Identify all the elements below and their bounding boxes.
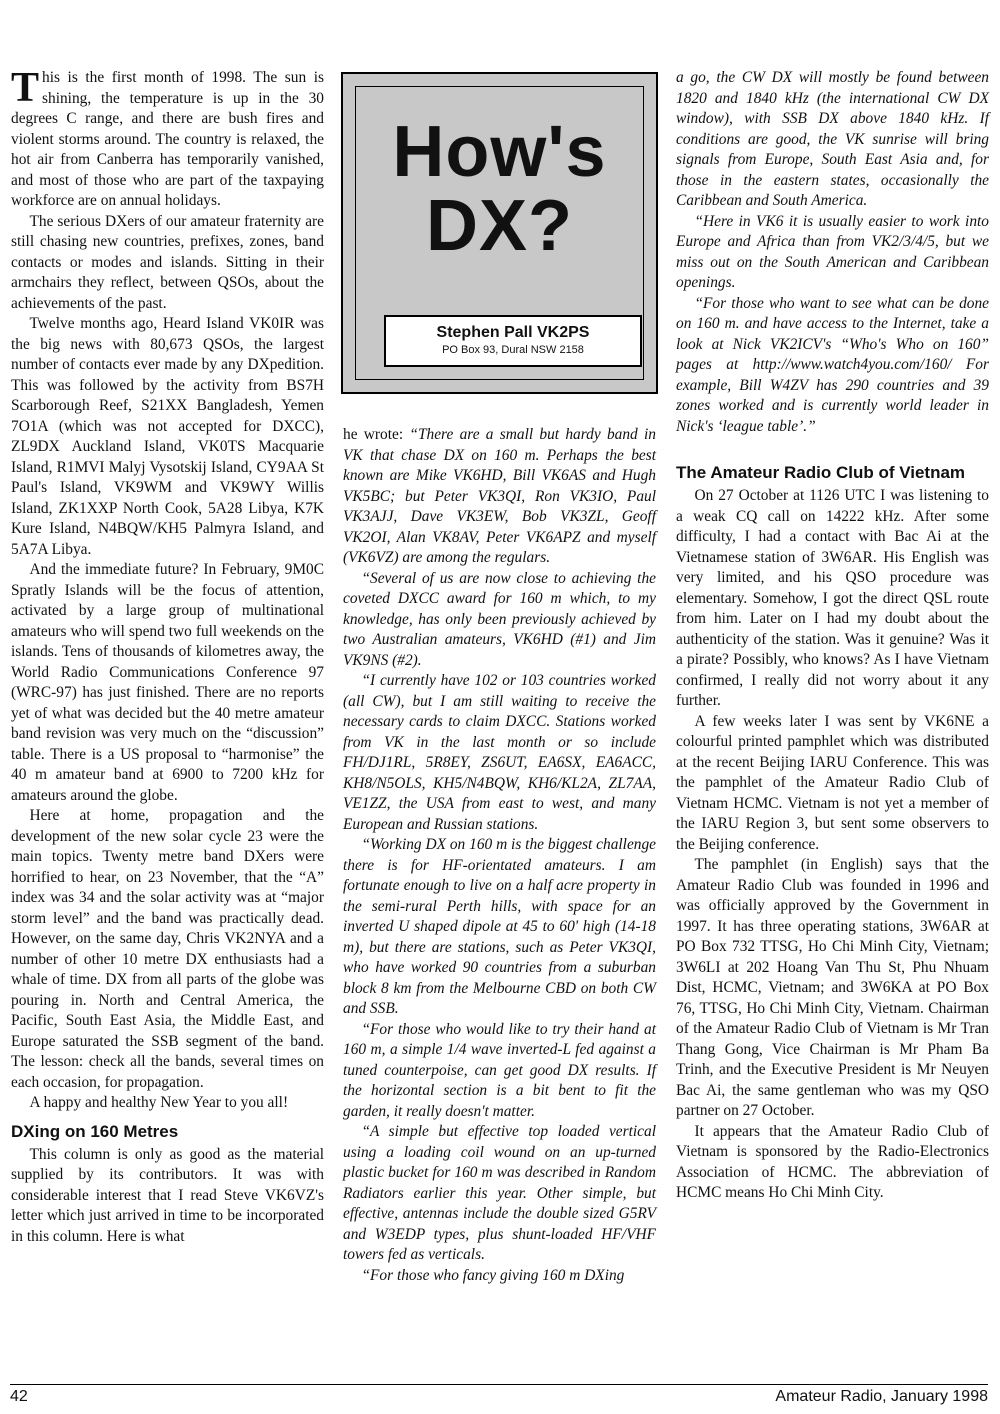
quote-paragraph: “For those who would like to try their hand at 160 m, a simple 1/4 wave inverted-L fed against a tuned counterpoise, can get good DX results. If the horizontal section is a bit bent to fit the garden, it really doesn't matter. bbox=[343, 1020, 656, 1120]
quote-paragraph: “Several of us are now close to achieving the coveted DXCC award for 160 m which, to my knowledge, has only been previously achieved by two Australian amateurs, VK6HD (#1) and Jim VK9NS (#2). bbox=[343, 569, 656, 669]
paragraph bbox=[11, 65, 324, 212]
section-heading: DXing on 160 Metres bbox=[11, 1121, 179, 1141]
column-title: How's DX? bbox=[392, 112, 607, 266]
quote-paragraph: “For those who want to see what can be done on 160 m. and have access to the Internet, take a look at Nick VK2ICV's “Who's Who on 160” pages at http://www.watch4you.com/160/ For example, Bill W4ZV has 290 countries and 39 zones worked and is currently world leader in Nick's ‘league table’.” bbox=[676, 294, 989, 435]
quote-paragraph: “I currently have 102 or 103 countries worked (all CW), but I am still waiting to receive the necessary cards to claim DXCC. Stations worked from VK in the last month or so include FH/DJ1RL, 5R8EY, ZS6UT, EA6SX, EA6ACC, KH8/N5OLS, KH5/N4BQW, KH6/KL2A, ZL7AA, VE1ZZ, the USA from east to west, and many European and Russian stations. bbox=[343, 672, 656, 833]
quote-paragraph: “A simple but effective top loaded vertical using a loading coil wound on an up-turned plastic bucket for 160 m was described in Random Radiators earlier this year. Other simple, but effective, antennas include the double sized G5RV and W3EDP types, plus shunt-loaded HF/VHF towers fed as verticals. bbox=[343, 1123, 656, 1263]
paragraph: On 27 October at 1126 UTC I was listening to a weak CQ call on 14222 kHz. After some difficulty, I had a contact with Bac Ai at the Vietnamese station of 3W6AR. His English was very limited, and his QSO procedure was elementary. Somehow, I got the direct QSL route from him. Later on I had my doubt about the authenticity of the station. Was it genuine? Was it a pirate? Possibly, who knows? As I have Vietnam confirmed, I really did not worry about it any further. bbox=[676, 487, 989, 709]
footer-rule bbox=[10, 1384, 988, 1385]
section-heading: The Amateur Radio Club of Vietnam bbox=[676, 463, 966, 482]
lead-text: he wrote: bbox=[343, 426, 410, 443]
paragraph: Twelve months ago, Heard Island VK0IR was the big news with 80,673 QSOs, the largest number of contacts ever made by any DXpedition. This was followed by the activity from BS7H Scarborough Reef, S21XX Bangladesh, Yemen 7O1A (which was not accepted for DXCC), ZL9DX Auckland Island, VK0TS Macquarie Island, R1MVI Malyj Vysotskij Island, CY9AA St Paul's Island, VK9WM and VK9WY Willis Island, ZK1XXP North Cook, 5A28 Libya, K7K Kure Island, N4BQW/KH5 Palmyra Island, and 5A7A Libya. bbox=[11, 315, 324, 558]
column-3 bbox=[676, 68, 989, 1204]
author-address: PO Box 93, Dural NSW 2158 bbox=[442, 344, 584, 356]
publication-info: Amateur Radio, January 1998 bbox=[775, 1388, 988, 1405]
title-box bbox=[341, 72, 658, 394]
author-box bbox=[384, 315, 642, 367]
column-1 bbox=[11, 65, 324, 1247]
title-frame bbox=[355, 86, 644, 380]
paragraph-text: his is the first month of 1998. The sun is shining, the temperature is up in the 30 degrees C range, and there are bush fires and violent storms around. The country is relaxed, the hot air from Canberra has temporarily vanished, and most of those who are part of the taxpaying workforce are on annual holidays. bbox=[11, 69, 324, 209]
quote-continued bbox=[676, 68, 989, 437]
paragraph: Here at home, propagation and the development of the new solar cycle 23 were the main topics. Twenty metre band DXers were horrified to hear, on 23 November, that the “A” index was 34 and the solar activity was at “major storm level” and the band was practically dead. However, on the same day, Chris VK2NYA and a number of other 10 metre DX enthusiasts had a whale of time. DX from all parts of the globe was pouring in. North and Central America, the Pacific, South East Asia, the Middle East, and Europe saturated the SSB segment of the band. The lesson: check all the bands, several times on each occasion, for propagation. bbox=[11, 807, 324, 1091]
quote-paragraph: “Here in VK6 it is usually easier to work into Europe and Africa than from VK2/3/4/5, but we miss out on the South American and Caribbean openings. bbox=[676, 212, 989, 291]
spacer bbox=[676, 437, 989, 455]
paragraph: A happy and healthy New Year to you all! bbox=[29, 1094, 289, 1111]
column-2 bbox=[343, 425, 656, 1286]
paragraph: The pamphlet (in English) says that the Amateur Radio Club was founded in 1996 and was officially approved by the Government in 1997. It has three operating stations, 3W6AR at PO Box 732 TTSG, Ho Chi Minh City, Vietnam; 3W6LI at 202 Hoang Van Thu St, Phu Nhuam Dist, HCMC, Vietnam; and 3W6KA at PO Box 76, TTSG, Ho Chi Minh City, Vietnam. Chairman of the Amateur Radio Club of Vietnam is Mr Tran Thang Gong, Vice Chairman is Mr Pham Ba Trinh, and the Executive President is Mr Neuyen Bac Ai, the same gentleman who was my QSO partner on 27 October. bbox=[676, 856, 989, 1119]
paragraph: And the immediate future? In February, 9M0C Spratly Islands will be the focus of attention, activated by a large group of multinational amateurs who will spend two full weekends on the islands. Tens of thousands of kilometres away, the World Radio Communications Conference 97 (WRC-97) has just finished. There are no reports yet of what was decided but the 40 metre amateur band revision was very much on the “discussion” table. There is a US proposal to “harmonise” the 40 m amateur band at 6900 to 7200 kHz for amateurs around the globe. bbox=[11, 561, 324, 804]
page-number: 42 bbox=[10, 1388, 28, 1405]
drop-cap: T bbox=[11, 65, 40, 111]
author-name: Stephen Pall VK2PS bbox=[436, 324, 590, 341]
quote-paragraph: “For those who fancy giving 160 m DXing bbox=[361, 1266, 625, 1284]
paragraph: The serious DXers of our amateur fraternity are still chasing new countries, prefixes, zones, band contacts or modes and islands. Sitting in their armchairs they reflect, between QSOs, about the achievements of the past. bbox=[11, 212, 324, 312]
paragraph: It appears that the Amateur Radio Club of Vietnam is sponsored by the Radio-Electronics Association of HCMC. The abbreviation of HCMC means Ho Chi Minh City. bbox=[676, 1122, 989, 1201]
paragraph: A few weeks later I was sent by VK6NE a colourful printed pamphlet which was distributed at the recent Beijing IARU Conference. This was the pamphlet of the Amateur Radio Club of Vietnam HCMC. Vietnam is not yet a member of the IARU Region 3, but sent some observers to the Beijing conference. bbox=[676, 712, 989, 853]
quote-paragraph: “Working DX on 160 m is the biggest challenge there is for HF-orientated amateurs. I am fortunate enough to live on a half acre property in the semi-rural Perth hills, with space for an inverted U shaped dipole at 45 to 60' high (14-18 m), but there are stations, such as Peter VK3QI, who have worked 90 countries from a suburban block 8 km from the Melbourne CBD on both CW and SSB. bbox=[343, 836, 656, 1017]
quote-text: “There are a small but hardy band in VK that chase DX on 160 m. Perhaps the best known are Mike VK6HD, Bill VK6AS and Hugh VK5BC; but Peter VK3QI, Ron VK3IO, Paul VK3AJJ, Dave VK3EW, Bob VK3ZL, Geoff VK2OI, Alan VK8AV, Peter VK6APZ and myself (VK6VZ) are among the regulars. bbox=[343, 426, 656, 566]
paragraph bbox=[343, 425, 656, 569]
quote-paragraph: a go, the CW DX will mostly be found between 1820 and 1840 kHz (the international CW DX window), with SSB DX above 1840 kHz. If conditions are good, the VK sunrise will bring signals from Europe, South East Asia and, for those in the eastern states, occasionally the Caribbean and South America. bbox=[676, 69, 989, 209]
paragraph: This column is only as good as the material supplied by its contributors. It was with considerable interest that I read Steve VK6VZ's letter which just arrived in time to be incorporated in this column. Here is what bbox=[11, 1145, 324, 1245]
